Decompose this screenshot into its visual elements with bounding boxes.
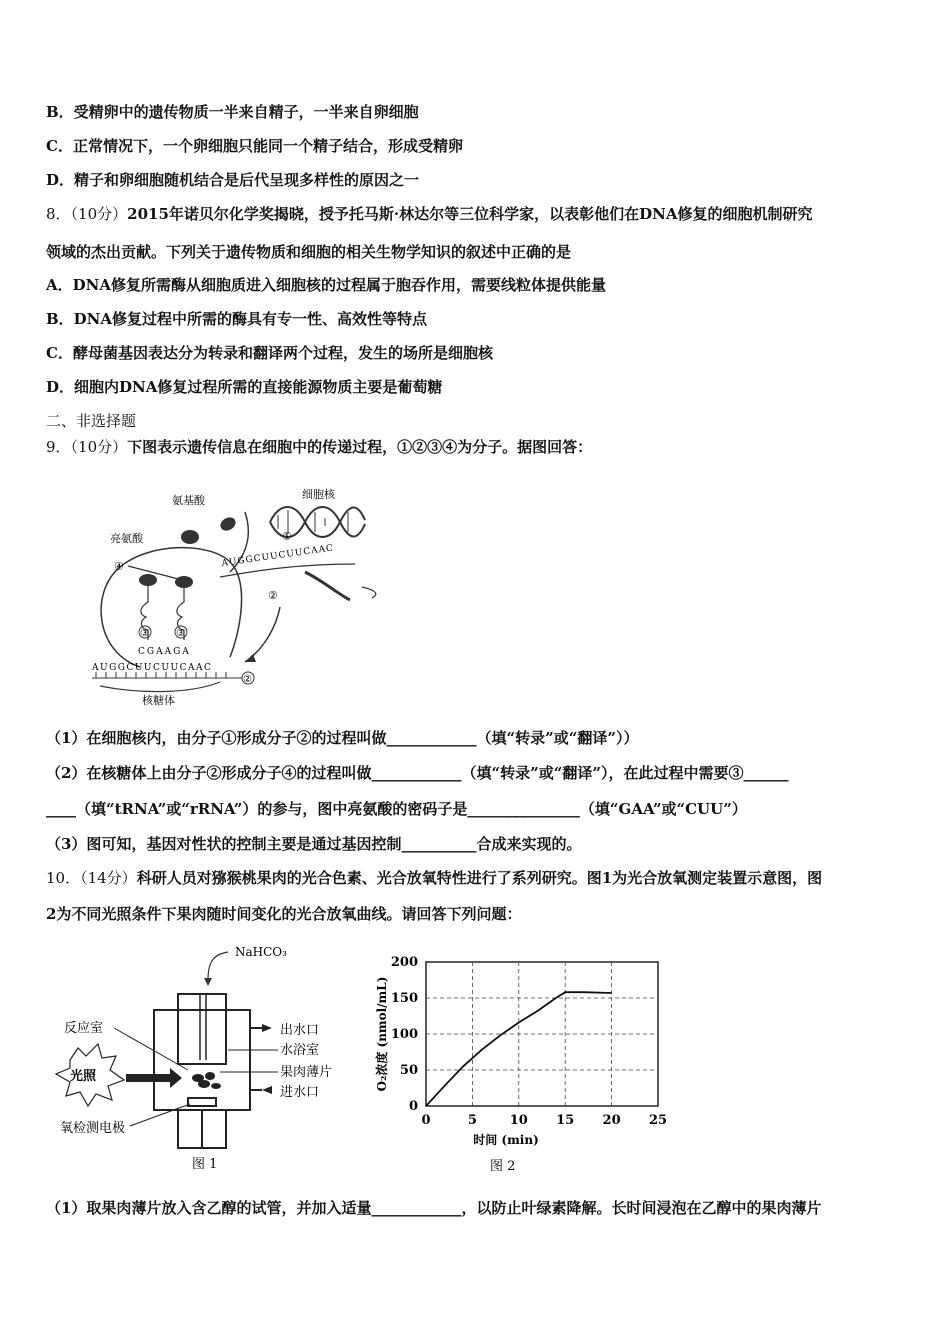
label-circle-2b: ②	[243, 674, 252, 685]
q8-option-d: D．细胞内DNA修复过程所需的直接能源物质主要是葡萄糖	[46, 378, 443, 396]
q9-stem-text: 下图表示遗传信息在细胞中的传递过程，①②③④为分子。据图回答：	[127, 438, 593, 456]
chart-x-tick-label: 5	[467, 1113, 477, 1128]
q9-sub2-line1: （2）在核糖体上由分子②形成分子④的过程叫做____________（填“转录”或“翻译”），在此过程中需要③______	[46, 764, 789, 782]
chart-x-tick-label: 15	[556, 1113, 575, 1128]
q10-stem-line2: 2为不同光照条件下果肉随时间变化的光合放氧曲线。请回答下列问题：	[46, 905, 522, 923]
nahco3-arrow	[208, 952, 228, 980]
chart-x-tick-label: 0	[421, 1113, 431, 1128]
chart-y-tick-label: 0	[408, 1099, 418, 1114]
q8-number: 8．（10分）	[46, 205, 128, 223]
q9-sub2-line2: ____（填“tRNA”或“rRNA”）的参与，图中亮氨酸的密码子是_______________（填“GAA”或“CUU”）	[46, 800, 747, 818]
label-circle-1: ①	[282, 530, 292, 543]
chart-y-tick-label: 100	[390, 1027, 418, 1042]
q9-stem	[46, 437, 592, 457]
q10-number: 10．（14分）	[46, 869, 137, 887]
q8-option-c: C．酵母菌基因表达分为转录和翻译两个过程，发生的场所是细胞核	[46, 344, 493, 362]
reaction-chamber-pointer	[114, 1028, 188, 1070]
q9-sub3: （3）图可知，基因对性状的控制主要是通过基因控制__________合成来实现的。	[46, 835, 582, 853]
leucine-label: 亮氨酸	[110, 532, 143, 545]
q9-number: 9．（10分）	[46, 438, 128, 456]
light-label: 光照	[70, 1069, 97, 1084]
oxygen-release-chart	[370, 946, 670, 1176]
label-circle-3b: ③	[176, 628, 185, 639]
outlet-arrow	[262, 1024, 272, 1032]
amino-acid-bound-1	[139, 574, 157, 586]
q8-option-a: A．DNA修复所需酶从细胞质进入细胞核的过程属于胞吞作用，需要线粒体提供能量	[46, 276, 606, 294]
q7-option-b: B．受精卵中的遗传物质一半来自精子，一半来自卵细胞	[46, 103, 419, 121]
label-circle-3a: ③	[140, 628, 149, 639]
amino-acid-bound-2	[175, 576, 193, 588]
water-out-label: 出水口	[280, 1023, 320, 1038]
q8-option-b: B．DNA修复过程中所需的酶具有专一性、高效性等特点	[46, 310, 428, 328]
q8-stem-text: 2015年诺贝尔化学奖揭晓，授予托马斯·林达尔等三位科学家，以表彰他们在DNA修复的细胞机制研究	[127, 205, 813, 223]
chart-x-tick-label: 25	[648, 1113, 668, 1128]
gene-expression-diagram	[80, 482, 390, 712]
water-bath-label: 水浴室	[280, 1043, 320, 1058]
free-amino-acid-1	[181, 530, 199, 544]
anticodon-sequence: CGAAGA	[138, 647, 191, 657]
dna-fragment	[305, 572, 350, 600]
chart-y-tick-label: 200	[390, 955, 418, 970]
nucleus-label: 细胞核	[302, 488, 335, 501]
electrode-label: 氧检测电极	[60, 1121, 126, 1136]
ribosome-base	[100, 682, 220, 692]
electrode-tip	[188, 1098, 216, 1106]
transport-arrow	[245, 607, 280, 662]
nahco3-arrow-head	[204, 978, 212, 986]
inlet-arrow	[262, 1086, 272, 1094]
q7-option-d: D．精子和卵细胞随机结合是后代呈现多样性的原因之一	[46, 171, 420, 189]
apparatus-figure-1	[40, 940, 350, 1176]
figure-1-caption: 图 1	[192, 1157, 218, 1172]
chart-y-tick-label: 50	[399, 1063, 418, 1078]
q8-stem-line2: 领域的杰出贡献。下列关于遗传物质和细胞的相关生物学知识的叙述中正确的是	[46, 243, 572, 261]
q8-stem-line1	[46, 204, 812, 224]
q9-sub1: （1）在细胞核内，由分子①形成分子②的过程叫做____________（填“转录”或“翻译”））	[46, 729, 639, 747]
mrna-bottom-sequence: AUGGCUUCUUCAAC	[92, 663, 213, 673]
figure-2-caption: 图 2	[490, 1159, 516, 1174]
label-circle-4: ④	[114, 560, 124, 573]
nahco3-label: NaHCO₃	[235, 945, 287, 959]
mrna-top-sequence: AUGGCUUCUUCAAC	[221, 543, 335, 569]
chart-x-axis-label: 时间 (min)	[473, 1133, 539, 1147]
q7-option-c: C．正常情况下，一个卵细胞只能同一个精子结合，形成受精卵	[46, 137, 463, 155]
chart-y-axis-label: O₂浓度 (nmol/mL)	[375, 976, 389, 1092]
chart-x-tick-label: 20	[602, 1113, 621, 1128]
chart-x-tick-label: 10	[509, 1113, 528, 1128]
chart-y-tick-label: 150	[390, 991, 418, 1006]
amino-acid-label: 氨基酸	[172, 494, 205, 507]
section-heading: 二、非选择题	[46, 412, 137, 430]
free-amino-acid-2	[218, 515, 238, 533]
reaction-chamber	[178, 994, 226, 1064]
reaction-chamber-label: 反应室	[64, 1021, 104, 1036]
water-in-label: 进水口	[280, 1085, 320, 1100]
q10-stem-line1	[46, 868, 822, 888]
ribosome-label: 核糖体	[142, 694, 175, 707]
pulp-label: 果肉薄片	[280, 1065, 333, 1080]
pulp-pieces	[192, 1072, 221, 1089]
electrode-pointer	[130, 1104, 190, 1126]
water-bath-outer	[154, 1010, 250, 1110]
label-circle-2: ②	[268, 589, 278, 602]
q10-stem-text: 科研人员对猕猴桃果肉的光合色素、光合放氧特性进行了系列研究。图1为光合放氧测定装置示意图，图	[136, 869, 823, 887]
strand-end	[362, 587, 376, 598]
q10-sub1: （1）取果肉薄片放入含乙醇的试管，并加入适量____________，以防止叶绿素降解。长时间浸泡在乙醇中的果肉薄片	[46, 1199, 822, 1217]
